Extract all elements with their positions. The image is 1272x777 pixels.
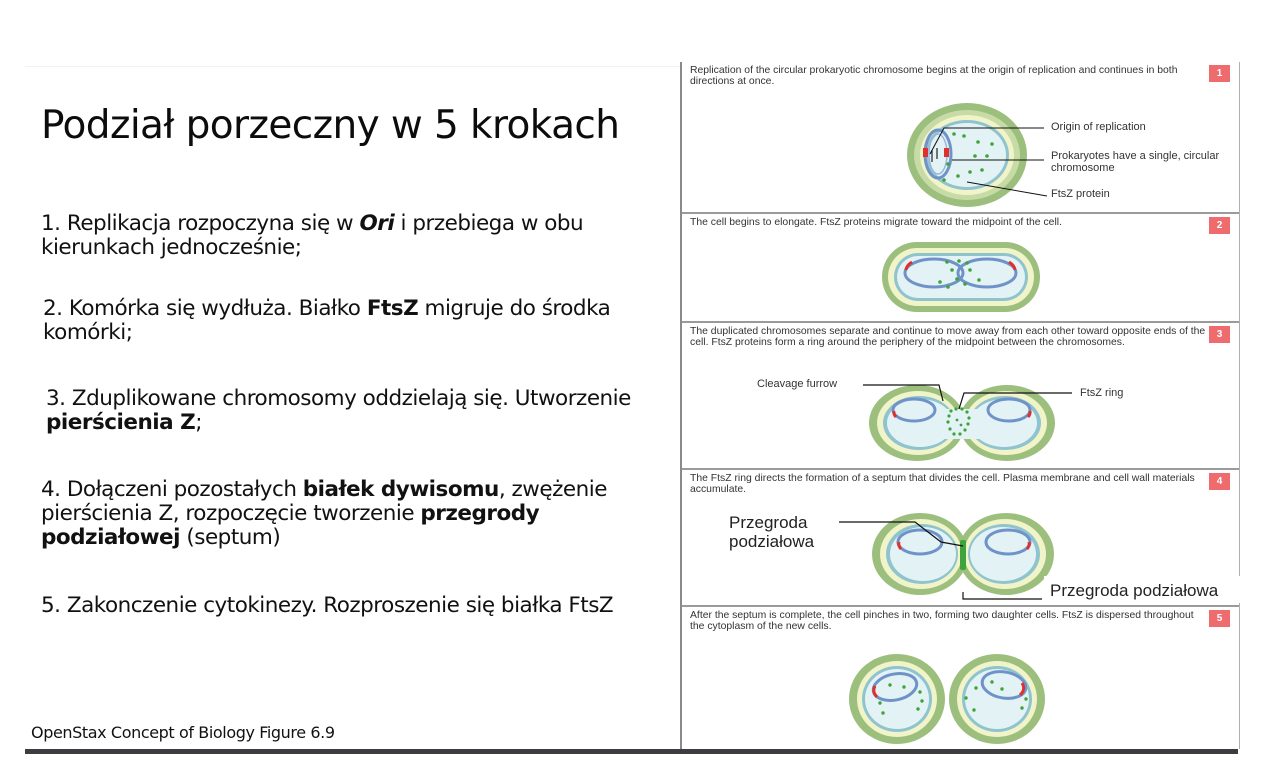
step-number: 5.	[41, 593, 67, 618]
label-origin-of-replication: Origin of replication	[1051, 121, 1146, 133]
label-septum-right: Przegroda podziałowa	[1050, 581, 1219, 600]
step-text: Replikacja rozpoczyna się w	[66, 211, 360, 236]
step-text: Dołączeni pozostałych	[66, 477, 303, 502]
step-5	[41, 594, 671, 618]
step-text: pierścienia Z	[46, 410, 196, 435]
panel-2-badge: 2	[1209, 217, 1230, 234]
label-septum-left: Przegroda podziałowa	[729, 513, 815, 551]
label-single-circular-chromosome: Prokaryotes have a single, circular chromosome	[1051, 150, 1220, 174]
label-ftsz-protein: FtsZ protein	[1051, 188, 1110, 200]
step-text: Zduplikowane chromosomy oddzielają się. Utworzenie	[71, 386, 631, 411]
label-cleavage-furrow: Cleavage furrow	[757, 378, 838, 390]
slide-title: Podział porzeczny w 5 krokach	[41, 103, 620, 148]
binary-fission-figure	[680, 62, 1240, 749]
panel-4-badge: 4	[1209, 473, 1230, 490]
daughter-cells-diagram	[682, 607, 1239, 749]
figure-source-caption: OpenStax Concept of Biology Figure 6.9	[31, 723, 335, 742]
step-text: białek dywisomu	[302, 477, 499, 502]
panel-3-description: The duplicated chromosomes separate and continue to move away from each other toward opposite ends of the cell. FtsZ proteins form a ring around the periphery of the midpoint between the chromosomes.	[690, 326, 1206, 348]
step-text: Zakonczenie cytokinezy. Rozproszenie się białka FtsZ	[66, 593, 614, 618]
step-number: 2.	[43, 296, 69, 321]
panel-4-description: The FtsZ ring directs the formation of a septum that divides the cell. Plasma membrane and cell wall materials accumulate.	[690, 473, 1195, 495]
figure-panel-3	[682, 323, 1239, 470]
label-ftsz-ring: FtsZ ring	[1080, 387, 1124, 399]
figure-panel-1	[682, 62, 1239, 214]
figure-panel-4	[682, 470, 1239, 607]
step-text: migruje do środka komórki;	[43, 296, 611, 345]
step-text: Komórka się wydłuża. Białko	[68, 296, 367, 321]
step-text: ;	[195, 410, 202, 435]
step-number: 1.	[41, 211, 67, 236]
step-2	[43, 297, 673, 345]
step-text: przegrody podziałowej	[41, 501, 540, 550]
step-text: Ori	[359, 211, 395, 236]
step-number: 3.	[46, 386, 72, 411]
figure-panel-5	[682, 607, 1239, 749]
slide-bottom-bar	[25, 749, 1238, 754]
step-3	[46, 387, 676, 435]
panel-3-badge: 3	[1209, 326, 1230, 343]
panel-5-badge: 5	[1209, 610, 1230, 627]
panel-5-description: After the septum is complete, the cell pinches in two, forming two daughter cells. FtsZ is dispersed throughout the cytoplasm of the new cells.	[690, 610, 1194, 632]
dividing-cell-ftsz-ring-diagram	[682, 323, 1239, 468]
step-text: FtsZ	[366, 296, 419, 321]
step-text: (septum)	[180, 525, 281, 550]
daughter-cell-right	[949, 654, 1045, 744]
panel-2-description: The cell begins to elongate. FtsZ proteins migrate toward the midpoint of the cell.	[690, 217, 1062, 228]
step-1	[41, 212, 671, 260]
figure-panel-2	[682, 214, 1239, 323]
round-cell-diagram	[682, 62, 1239, 212]
step-text: i przebiega w obu kierunkach jednocześnie;	[41, 211, 584, 260]
step-text: , zwężenie pierścienia Z, rozpoczęcie tworzenie	[41, 477, 607, 526]
panel-1-description: Replication of the circular prokaryotic chromosome begins at the origin of replication and continues in both directions at once.	[690, 65, 1178, 87]
step-4	[41, 478, 671, 550]
elongated-cell-diagram	[682, 214, 1239, 321]
panel-1-badge: 1	[1209, 65, 1230, 82]
step-number: 4.	[41, 477, 67, 502]
daughter-cell-left	[849, 654, 945, 744]
